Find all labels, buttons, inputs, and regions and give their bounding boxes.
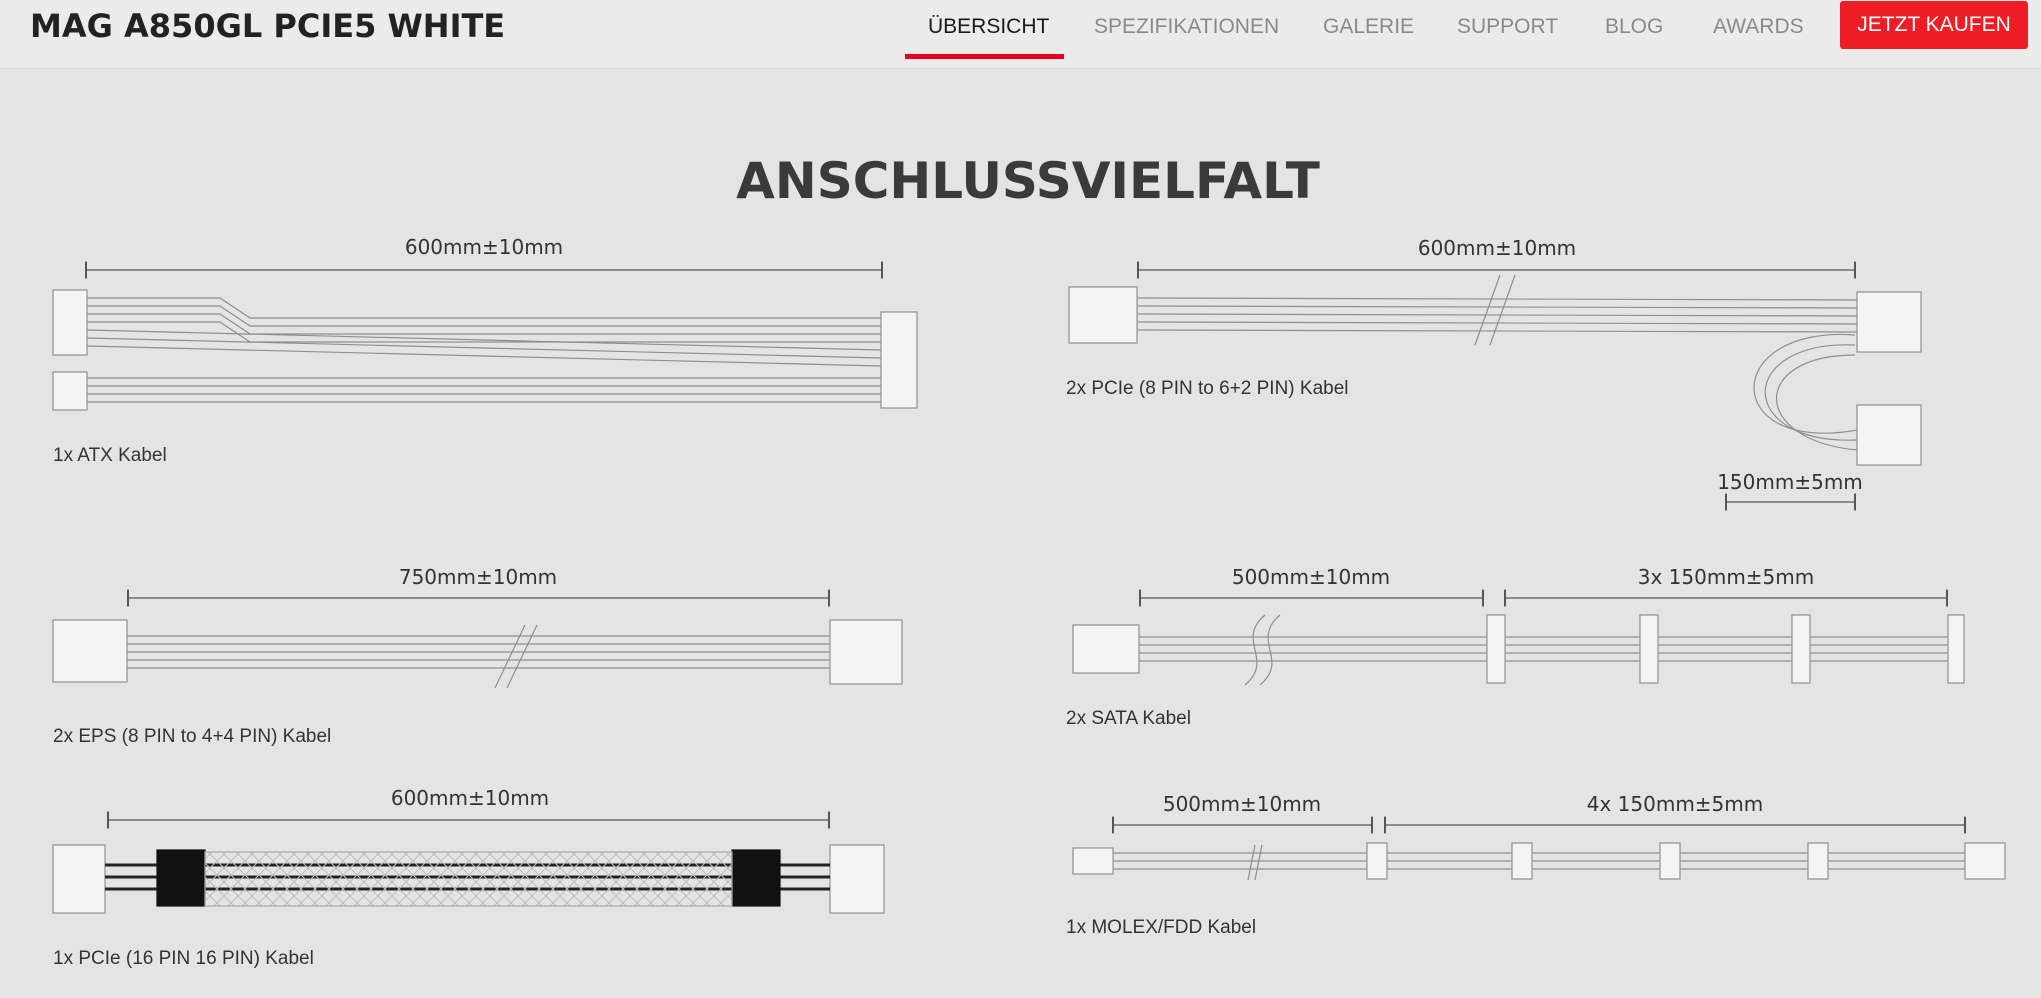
atx-length-label: 600mm±10mm <box>404 235 564 259</box>
pcie8-length-label: 600mm±10mm <box>1417 236 1577 260</box>
pcie8-caption: 2x PCIe (8 PIN to 6+2 PIN) Kabel <box>1066 378 1349 399</box>
sata-extension-label: 3x 150mm±5mm <box>1637 565 1815 589</box>
eps-length-label: 750mm±10mm <box>398 565 558 589</box>
product-title: MAG A850GL PCIE5 WHITE <box>30 7 506 45</box>
molex-extension-label: 4x 150mm±5mm <box>1586 792 1764 816</box>
tab-awards[interactable]: AWARDS <box>1713 15 1804 38</box>
tab-support[interactable]: SUPPORT <box>1457 15 1559 38</box>
buy-now-button[interactable]: JETZT KAUFEN <box>1840 1 2028 49</box>
atx-caption: 1x ATX Kabel <box>53 445 167 466</box>
eps-cable-drawing <box>53 598 902 688</box>
molex-caption: 1x MOLEX/FDD Kabel <box>1066 917 1257 938</box>
pcie8-extension-label: 150mm±5mm <box>1717 470 1863 494</box>
sata-length-label: 500mm±10mm <box>1231 565 1391 589</box>
tab-uebersicht[interactable]: ÜBERSICHT <box>928 15 1050 38</box>
molex-length-label: 500mm±10mm <box>1162 792 1322 816</box>
atx-cable-drawing <box>53 270 917 410</box>
molex-cable-drawing <box>1073 825 2005 880</box>
section-title: ANSCHLUSSVIELFALT <box>736 152 1320 210</box>
sata-caption: 2x SATA Kabel <box>1066 708 1191 729</box>
pcie16-length-label: 600mm±10mm <box>390 786 550 810</box>
tab-galerie[interactable]: GALERIE <box>1323 15 1415 38</box>
tab-blog[interactable]: BLOG <box>1605 15 1664 38</box>
pcie16-cable-drawing <box>53 820 884 913</box>
tab-spezifikationen[interactable]: SPEZIFIKATIONEN <box>1094 15 1280 38</box>
sata-cable-drawing <box>1073 598 1964 685</box>
eps-caption: 2x EPS (8 PIN to 4+4 PIN) Kabel <box>53 726 332 747</box>
pcie16-caption: 1x PCIe (16 PIN 16 PIN) Kabel <box>53 948 314 969</box>
